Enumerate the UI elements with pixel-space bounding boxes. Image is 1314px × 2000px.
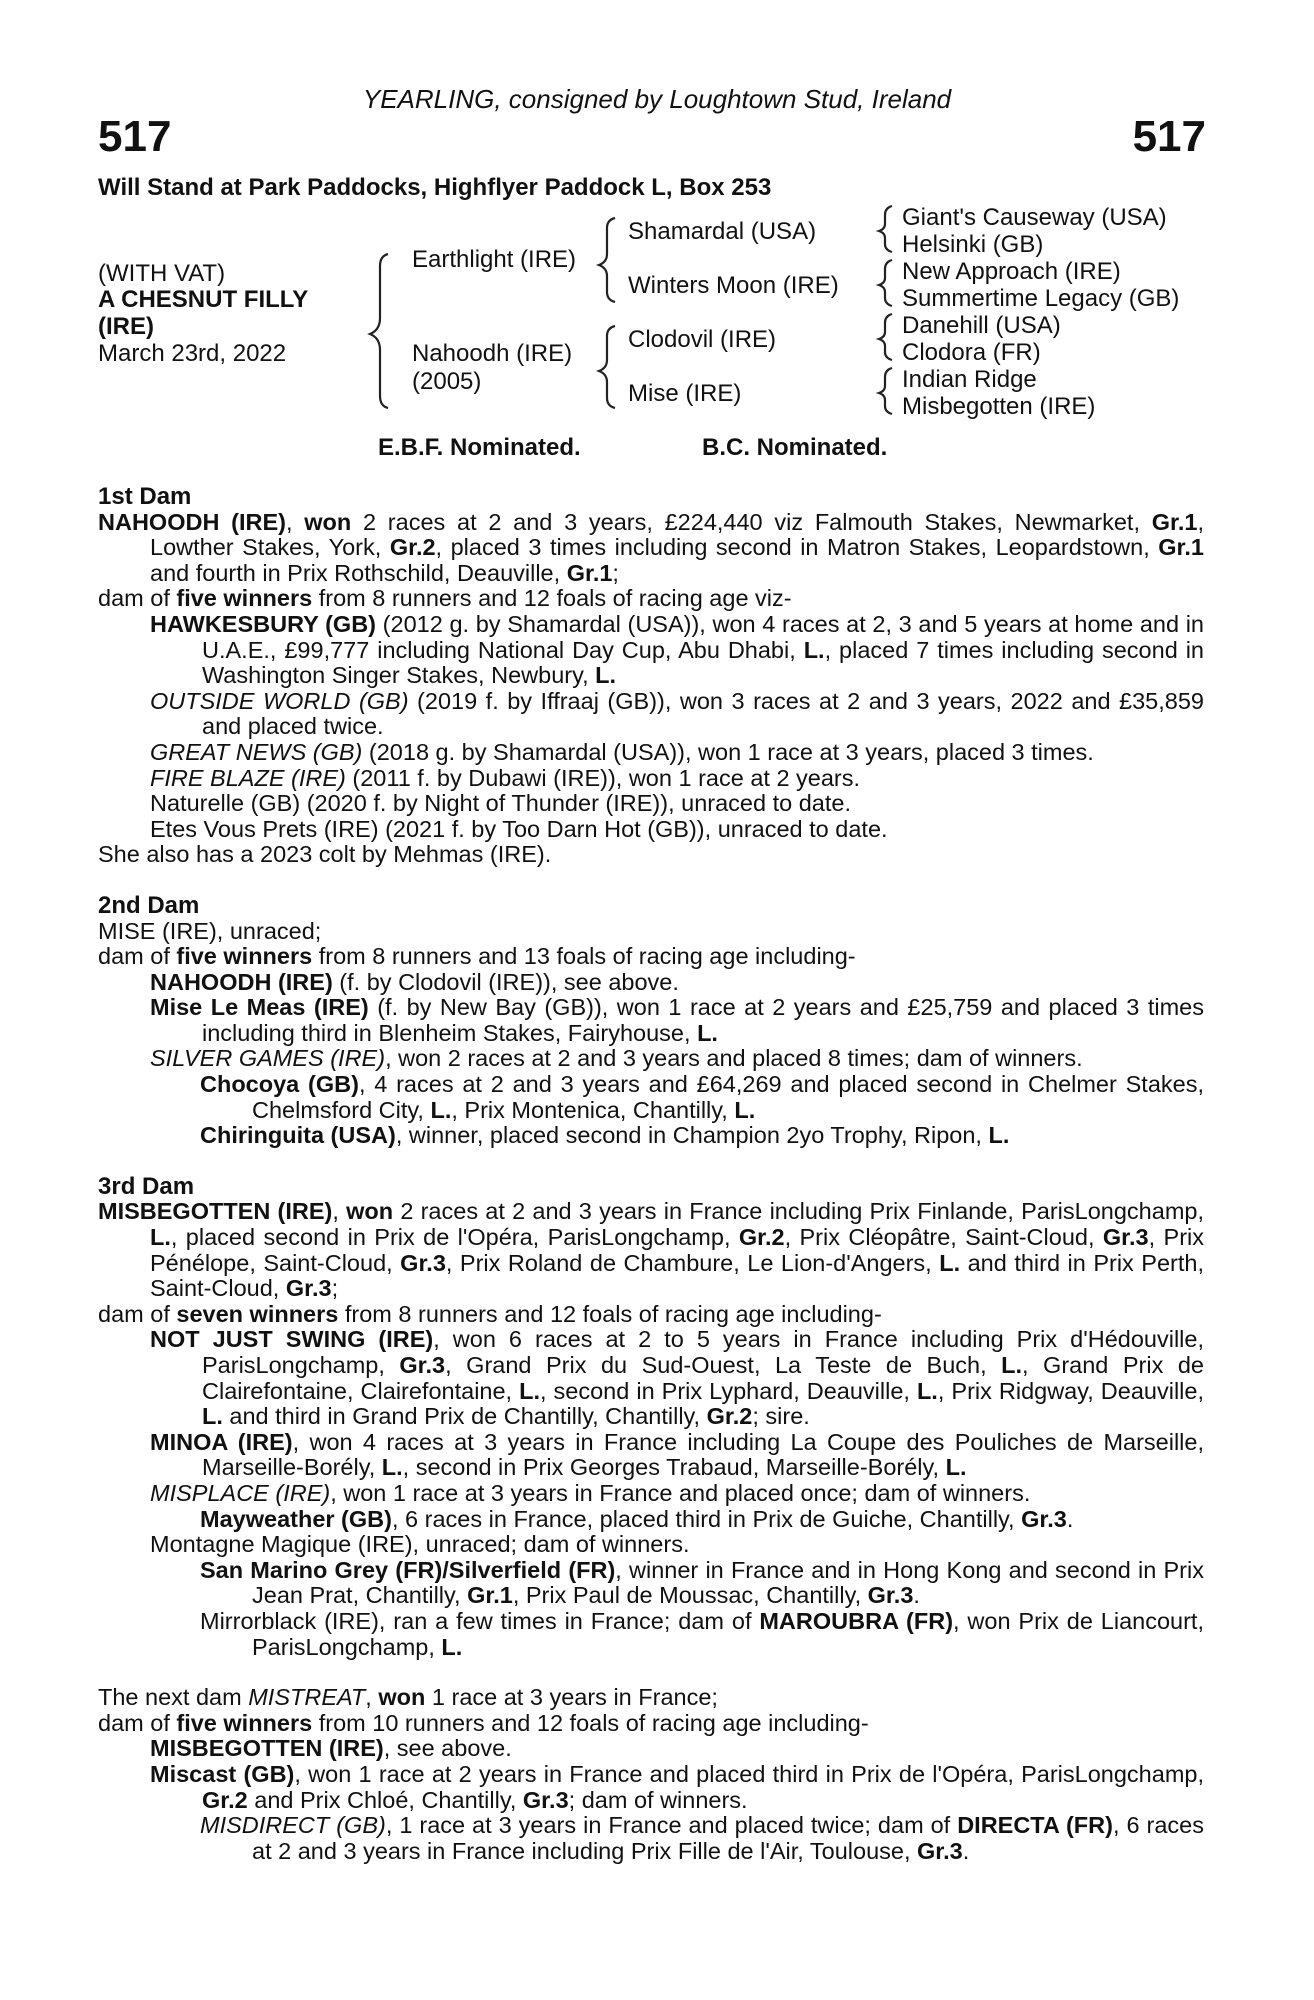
first-dam-produce-3: GREAT NEWS (GB) (2018 g. by Shamardal (USA)), won 1 race at 3 years, placed 3 times.: [150, 738, 1094, 765]
third-dam-produce-5: Montagne Magique (IRE), unraced; dam of winners.: [150, 1531, 690, 1558]
first-dam-produce-summary: dam of five winners from 8 runners and 12 foals of racing age viz-: [98, 585, 792, 612]
catalogue-body: [98, 484, 1204, 1864]
bc-nominated: B.C. Nominated.: [702, 434, 888, 461]
second-dam-heading: 2nd Dam: [98, 891, 200, 919]
dam-dam: Mise (IRE): [628, 380, 742, 407]
lot-name-line1: A CHESNUT FILLY: [98, 286, 309, 313]
third-dam-produce-7: Mirrorblack (IRE), ran a few times in France; dam of MAROUBRA (FR), won Prix de Liancourt, ParisLongchamp, L.: [200, 1607, 1204, 1660]
gen3-8: Misbegotten (IRE): [902, 393, 1096, 420]
lot-number-right: 517: [1132, 112, 1206, 161]
vat-note: (WITH VAT): [98, 260, 226, 287]
next-dam-record: The next dam MISTREAT, won 1 race at 3 years in France;: [98, 1684, 718, 1711]
sire-sire: Shamardal (USA): [628, 218, 817, 245]
third-dam-produce-6: San Marino Grey (FR)/Silverfield (FR), winner in France and in Hong Kong and second in Prix Jean Prat, Chantilly, Gr.1, Prix Paul de Moussac, Chantilly, Gr.3.: [200, 1556, 1204, 1609]
second-dam-record: MISE (IRE), unraced;: [98, 917, 322, 944]
dam-year: (2005): [412, 368, 482, 395]
second-dam-produce-3: SILVER GAMES (IRE), won 2 races at 2 and 3 years and placed 8 times; dam of winners.: [150, 1045, 1083, 1072]
lot-name-line2: (IRE): [98, 313, 154, 340]
second-dam-produce-5: Chiringuita (USA), winner, placed second in Champion 2yo Trophy, Ripon, L.: [200, 1122, 1010, 1149]
third-dam-record: MISBEGOTTEN (IRE), won 2 races at 2 and 3 years in France including Prix Finlande, ParisLongchamp, L., placed second in Prix de l'Opéra, ParisLongchamp, Gr.2, Prix Cléopâtre, Saint-Cloud, Gr.3, Prix Pénélope, Saint-Cloud, Gr.3, Prix Roland de Chambure, Le Lion-d'Angers, L. and third in Prix Perth, Saint-Cloud, Gr.3;: [98, 1198, 1205, 1302]
gen3-7: Indian Ridge: [902, 366, 1037, 393]
third-dam-produce-2: MINOA (IRE), won 4 races at 3 years in France including La Coupe des Pouliches de Marseille, Marseille-Borély, L., second in Prix Georges Trabaud, Marseille-Borély, L.: [150, 1428, 1205, 1481]
first-dam-produce-5: Naturelle (GB) (2020 f. by Night of Thunder (IRE)), unraced to date.: [150, 790, 851, 817]
gen3-3: New Approach (IRE): [902, 258, 1121, 285]
next-dam-produce-1: MISBEGOTTEN (IRE), see above.: [150, 1735, 512, 1762]
first-dam-record: NAHOODH (IRE), won 2 races at 2 and 3 years, £224,440 viz Falmouth Stakes, Newmarket, Gr.1, Lowther Stakes, York, Gr.2, placed 3 times including second in Matron Stakes, Leopardstown, Gr.1 and fourth in Prix Rothschild, Deauville, Gr.1;: [98, 508, 1204, 586]
first-dam-produce-1: HAWKESBURY (GB) (2012 g. by Shamardal (USA)), won 4 races at 2, 3 and 5 years at home and in U.A.E., £99,777 including National Day Cup, Abu Dhabi, L., placed 7 times including second in Washington Singer Stakes, Newbury, L.: [150, 610, 1204, 689]
next-dam-produce-2: Miscast (GB), won 1 race at 2 years in France and placed third in Prix de l'Opéra, ParisLongchamp, Gr.2 and Prix Chloé, Chantilly, Gr.3; dam of winners.: [150, 1760, 1204, 1813]
second-dam-produce-4: Chocoya (GB), 4 races at 2 and 3 years and £64,269 and placed second in Chelmer Stakes, Chelmsford City, L., Prix Montenica, Chantilly, L.: [200, 1071, 1204, 1123]
sire-name: Earthlight (IRE): [412, 246, 577, 273]
next-dam-produce-3: MISDIRECT (GB), 1 race at 3 years in France and placed twice; dam of DIRECTA (FR), 6 races at 2 and 3 years in France including Prix Fille de l'Air, Toulouse, Gr.3.: [200, 1812, 1204, 1864]
third-dam-heading: 3rd Dam: [98, 1172, 195, 1200]
dam-name: Nahoodh (IRE): [412, 340, 573, 367]
third-dam-produce-4: Mayweather (GB), 6 races in France, placed third in Prix de Guiche, Chantilly, Gr.3.: [200, 1505, 1074, 1532]
consignment-line: YEARLING, consigned by Loughtown Stud, Ireland: [362, 84, 952, 114]
lot-number-left: 517: [98, 112, 172, 161]
third-dam-produce-1: NOT JUST SWING (IRE), won 6 races at 2 to 5 years in France including Prix d'Hédouville, ParisLongchamp, Gr.3, Grand Prix du Sud-Ouest, La Teste de Buch, L., Grand Prix de Clairefontaine, Clairefontaine, L., second in Prix Lyphard, Deauville, L., Prix Ridgway, Deauville, L. and third in Grand Prix de Chantilly, Chantilly, Gr.2; sire.: [150, 1326, 1204, 1430]
first-dam-produce-7: She also has a 2023 colt by Mehmas (IRE).: [98, 841, 552, 868]
second-dam-produce-summary: dam of five winners from 8 runners and 13 foals of racing age including-: [98, 943, 856, 970]
gen3-5: Danehill (USA): [902, 312, 1061, 339]
gen3-6: Clodora (FR): [902, 339, 1041, 366]
gen3-4: Summertime Legacy (GB): [902, 285, 1180, 312]
second-dam-produce-2: Mise Le Meas (IRE) (f. by New Bay (GB)), won 1 race at 2 years and £25,759 and placed 3 times including third in Blenheim Stakes, Fairyhouse, L.: [150, 994, 1204, 1046]
first-dam-produce-4: FIRE BLAZE (IRE) (2011 f. by Dubawi (IRE)), won 1 race at 2 years.: [150, 764, 861, 791]
sire-dam: Winters Moon (IRE): [628, 272, 839, 299]
first-dam-produce-6: Etes Vous Prets (IRE) (2021 f. by Too Darn Hot (GB)), unraced to date.: [150, 815, 888, 842]
gen3-1: Giant's Causeway (USA): [902, 204, 1167, 231]
gen3-2: Helsinki (GB): [902, 231, 1044, 258]
stand-location: Will Stand at Park Paddocks, Highflyer Paddock L, Box 253: [98, 174, 772, 201]
next-dam-produce-summary: dam of five winners from 10 runners and 12 foals of racing age including-: [98, 1709, 869, 1736]
first-dam-produce-2: OUTSIDE WORLD (GB) (2019 f. by Iffraaj (GB)), won 3 races at 2 and 3 years, 2022 and £35,859 and placed twice.: [150, 687, 1204, 740]
third-dam-produce-3: MISPLACE (IRE), won 1 race at 3 years in France and placed once; dam of winners.: [150, 1479, 1031, 1506]
ebf-nominated: E.B.F. Nominated.: [378, 434, 581, 461]
third-dam-produce-summary: dam of seven winners from 8 runners and 12 foals of racing age including-: [98, 1300, 882, 1327]
dam-sire: Clodovil (IRE): [628, 326, 777, 353]
second-dam-produce-1: NAHOODH (IRE) (f. by Clodovil (IRE)), see above.: [150, 968, 679, 995]
first-dam-heading: 1st Dam: [98, 483, 192, 510]
foaling-date: March 23rd, 2022: [98, 340, 287, 367]
